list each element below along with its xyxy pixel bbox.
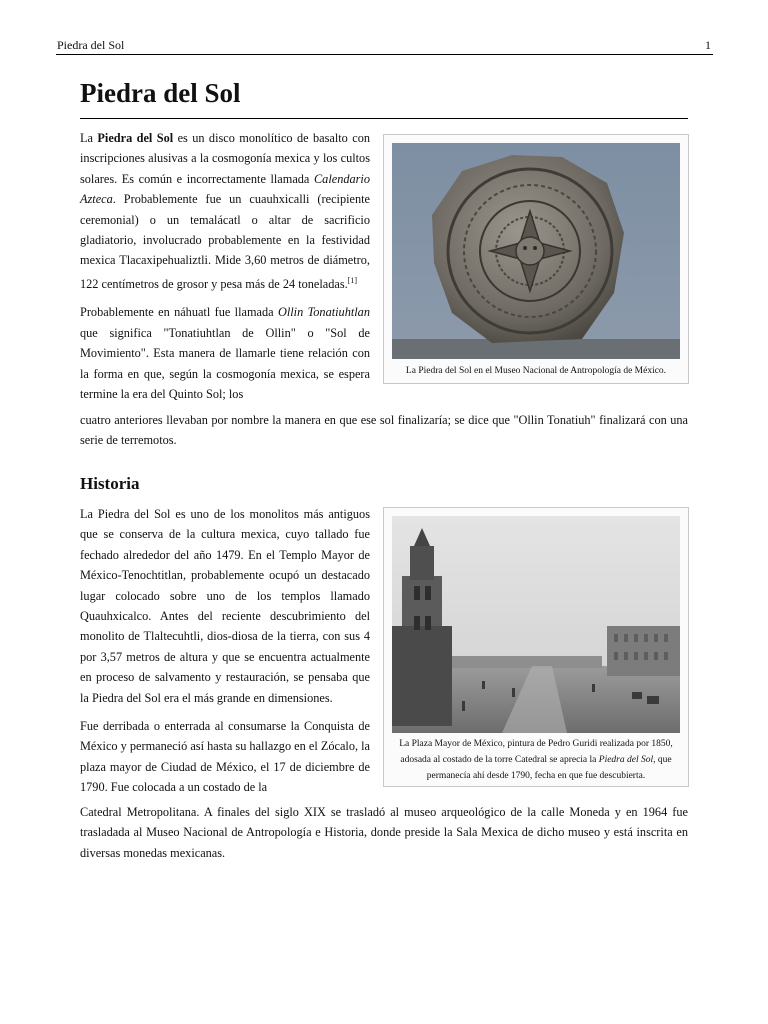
figure-piedra-del-sol bbox=[383, 134, 689, 384]
italic-term: Ollin Tonatiuhtlan bbox=[277, 305, 370, 320]
intro-paragraph-2-continued: cuatro anteriores llevaban por nombre la manera en que ese sol finalizaría; se dice que "Ollin Tonatiuh" finalizará con una serie de terremotos. bbox=[80, 413, 688, 448]
stone-illustration bbox=[392, 143, 680, 359]
intro-paragraph-1: La Piedra del Sol es un disco monolítico de basalto con inscripciones alusivas a la cosmogonía mexica y los cultos solares. Es común e incorrectamente llamada Calendario Azteca. Probablemente fue un cuauhxicalli (recipiente ceremonial) o un temalácatl o altar de sacrificio gladiatorio, involucrado probablemente en la festividad mexica Tlacaxipehualiztli. Mide 3,60 metros de diámetro, 122 centímetros de grosor y pesa más de 24 toneladas.[1] bbox=[80, 131, 370, 291]
plaza-illustration bbox=[392, 516, 680, 733]
running-header-title: Piedra del Sol bbox=[57, 38, 125, 52]
italic-term: Piedra del Sol bbox=[598, 755, 654, 765]
intro-paragraph-2: Probablemente en náhuatl fue llamada Ollin Tonatiuhtlan que significa "Tonatiuhtlan de Ollin" o "Sol de Movimiento". Esta manera de llamarle tiene relación con la forma en que, según la cosmogonía mexica, se espera termine la era del Quinto Sol; los bbox=[80, 305, 370, 401]
figure-1-caption: La Piedra del Sol en el Museo Nacional de Antropología de México. bbox=[405, 366, 667, 376]
historia-paragraph-1: La Piedra del Sol es uno de los monolitos más antiguos que se conserva de la cultura mexica, cuyo tallado fue fechado alrededor del año 1479. En el Templo Mayor de México-Tenochtitlan, probablemente ocupó un destacado lugar colocado sobre uno de los templos llamado Quauhxicalco. Antes del reciente descubrimiento del monolito de Tlaltecuhtli, dios-diosa de la tierra, con sus 4 por 3,57 metros de altura y que se encuentra actualmente en proceso de salvamento y restauración, se pensaba que la Piedra del Sol era el más grande en dimensiones. bbox=[80, 507, 370, 705]
historia-paragraph-2-continued: Catedral Metropolitana. A finales del siglo XIX se trasladó al museo arqueológico de la calle Moneda y en 1964 fue trasladada al Museo Nacional de Antropología e Historia, donde preside la Sala Mexica de dicho museo y está inscrita en diversas monedas mexicanas. bbox=[80, 805, 688, 860]
intro-text-column bbox=[80, 128, 370, 404]
bold-term: Piedra del Sol bbox=[97, 131, 174, 145]
piedra-del-sol-photo bbox=[392, 143, 680, 359]
historia-paragraph-2: Fue derribada o enterrada al consumarse la Conquista de México y permaneció así hasta su hallazgo en el Zócalo, la plaza mayor de Ciudad de México, el 17 de diciembre de 1790. Fue colocada a un costado de la bbox=[80, 719, 370, 795]
historia-text-column bbox=[80, 504, 370, 798]
reference-link[interactable]: [1] bbox=[347, 275, 358, 285]
title-divider bbox=[80, 118, 688, 119]
plaza-mayor-painting bbox=[392, 516, 680, 733]
section-heading-historia: Historia bbox=[80, 474, 140, 493]
header-divider bbox=[56, 54, 713, 55]
page-number: 1 bbox=[705, 38, 711, 52]
page-title: Piedra del Sol bbox=[80, 78, 241, 108]
figure-2-caption: La Plaza Mayor de México, pintura de Pedro Guridi realizada por 1850, adosada al costado de la torre Catedral se aprecia la Piedra del Sol, que permanecía ahí desde 1790, fecha en que fue descubierta. bbox=[399, 739, 673, 781]
figure-plaza-mayor bbox=[383, 507, 689, 787]
italic-term: Calendario Azteca bbox=[80, 171, 370, 207]
